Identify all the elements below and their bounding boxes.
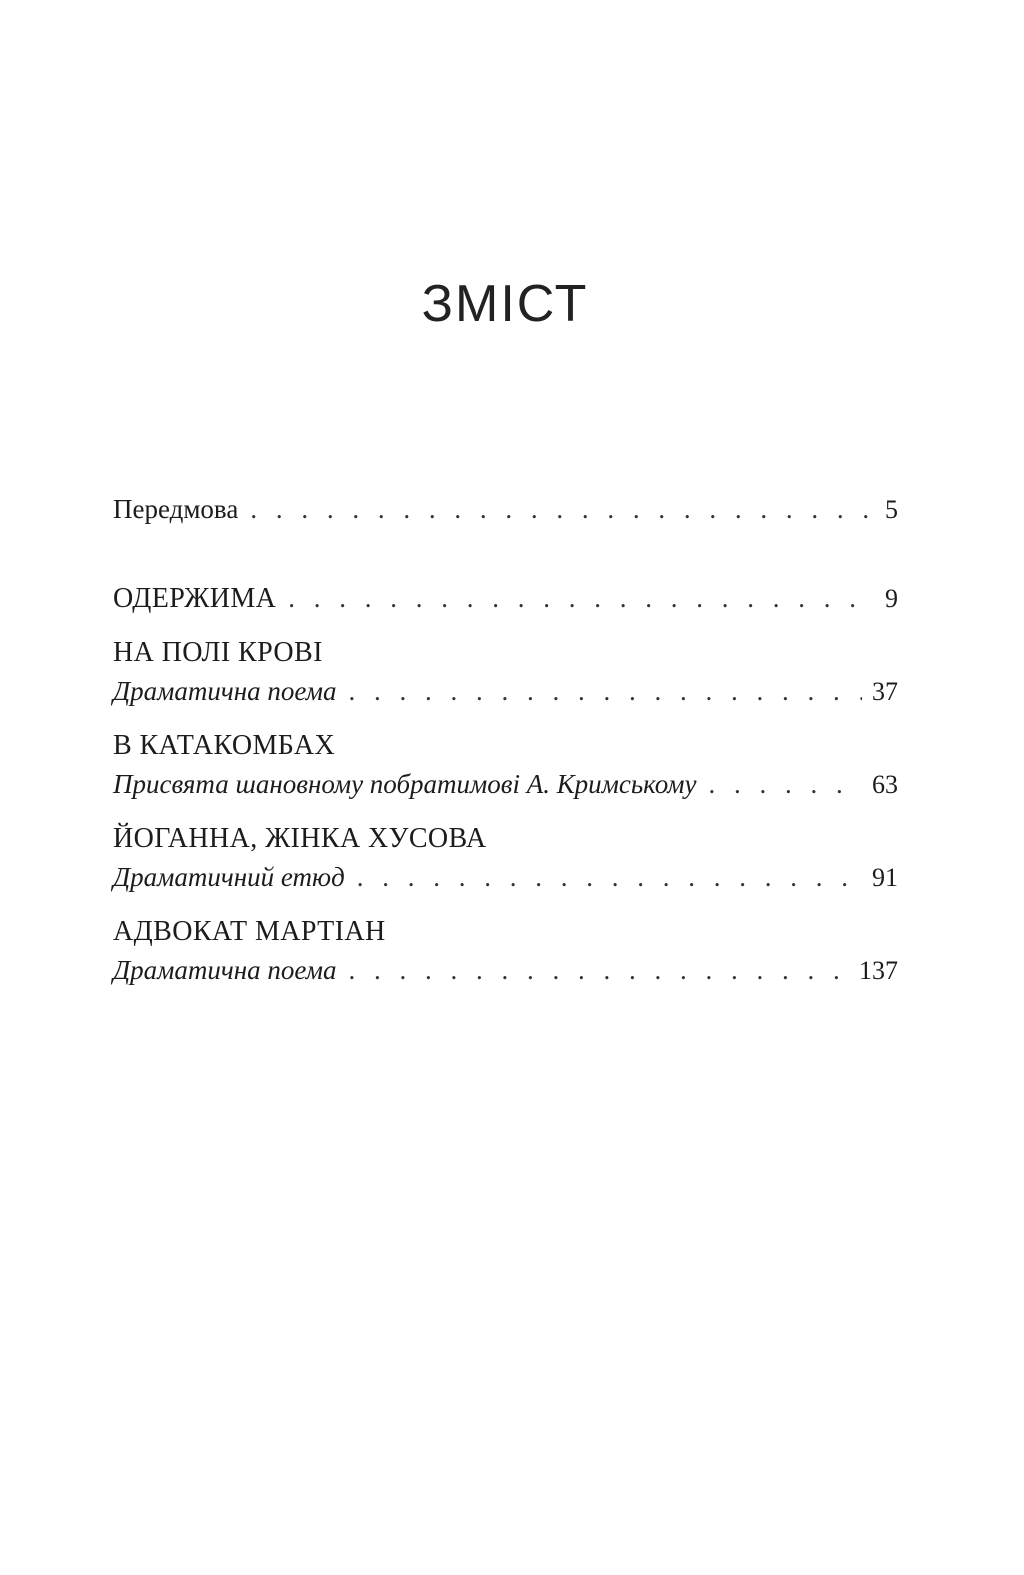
toc-entry-title: АДВОКАТ МАРТІАН (113, 916, 386, 947)
toc-entry-subtitle: Присвята шановному побратимові А. Кримському (113, 769, 697, 799)
toc-entry-advokat-martian (113, 913, 898, 990)
page-number: 63 (872, 770, 898, 799)
toc-entry-yohanna (113, 820, 898, 897)
page-title: ЗМІСТ (421, 275, 589, 333)
page-number: 37 (872, 677, 898, 706)
toc-entry-v-katakombakh (113, 727, 898, 804)
toc-entry-subtitle: Драматичний етюд (113, 862, 345, 892)
dot-leader (288, 579, 875, 617)
toc-entry-preface (113, 490, 898, 529)
toc-line (113, 858, 898, 897)
toc-line (113, 672, 898, 711)
toc-entry-title: НА ПОЛІ КРОВІ (113, 637, 323, 668)
page-number: 5 (885, 495, 898, 524)
page-number: 9 (885, 584, 898, 613)
toc-entry-label: Передмова (113, 494, 239, 524)
dot-leader (357, 858, 862, 896)
dot-leader (348, 951, 849, 989)
toc-entry-title: ОДЕРЖИМА (113, 583, 277, 614)
toc-entry-title: В КАТАКОМБАХ (113, 730, 336, 761)
table-of-contents (113, 490, 898, 990)
toc-entry-subtitle: Драматична поема (113, 676, 337, 706)
page-number: 91 (872, 863, 898, 892)
toc-line (113, 579, 898, 618)
dot-leader (250, 490, 875, 528)
toc-line (113, 951, 898, 990)
toc-line (113, 765, 898, 804)
toc-entry-title: ЙОГАННА, ЖІНКА ХУСОВА (113, 823, 487, 854)
dot-leader (348, 672, 862, 710)
dot-leader (708, 765, 862, 803)
toc-entry-na-poli-krovi (113, 634, 898, 711)
toc-entry-oderzhyma (113, 579, 898, 618)
page-number: 137 (859, 956, 898, 985)
toc-entry-subtitle: Драматична поема (113, 955, 337, 985)
toc-line (113, 490, 898, 529)
